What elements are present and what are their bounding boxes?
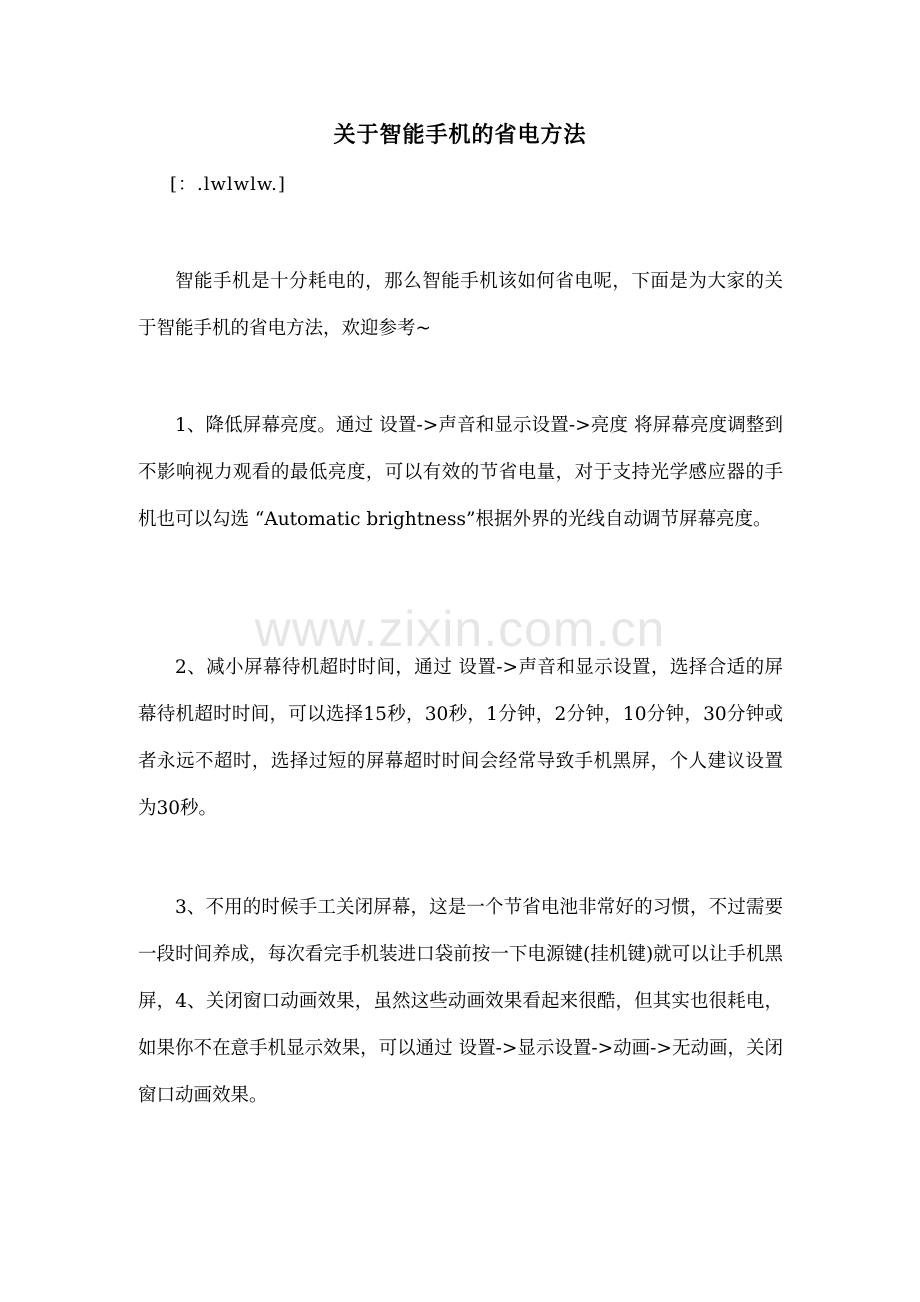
paragraph-tip-1: 1、降低屏幕亮度。通过 设置->声音和显示设置->亮度 将屏幕亮度调整到不影响视力观看的最低亮度，可以有效的节省电量，对于支持光学感应器的手机也可以勾选 “Automatic brightness”根据外界的光线自动调节屏幕亮度。 xyxy=(138,415,783,530)
watermark-text: www.zixin.com.cn xyxy=(254,601,666,657)
document-title: 关于智能手机的省电方法 xyxy=(333,122,587,148)
paragraph-tip-2: 2、减小屏幕待机超时时间，通过 设置->声音和显示设置，选择合适的屏幕待机超时时间，可以选择15秒，30秒，1分钟，2分钟，10分钟，30分钟或者永远不超时，选择过短的屏幕超时时间会经常导致手机黑屏，个人建议设置为30秒。 xyxy=(138,657,783,819)
paragraph-tip-3: 3、不用的时候手工关闭屏幕，这是一个节省电池非常好的习惯，不过需要一段时间养成，每次看完手机装进口袋前按一下电源键(挂机键)就可以让手机黑 屏，4、关闭窗口动画效果，虽然这些动画效果看起来很酷，但其实也很耗电，如果你不在意手机显示效果，可以通过 设置->显示设置->动画->无动画，关闭窗口动画效果。 xyxy=(138,897,783,1106)
paragraph-intro: 智能手机是十分耗电的，那么智能手机该如何省电呢，下面是为大家的关于智能手机的省电方法，欢迎参考~ xyxy=(138,271,783,339)
source-line: [：.lwlwlw.] xyxy=(170,174,286,195)
